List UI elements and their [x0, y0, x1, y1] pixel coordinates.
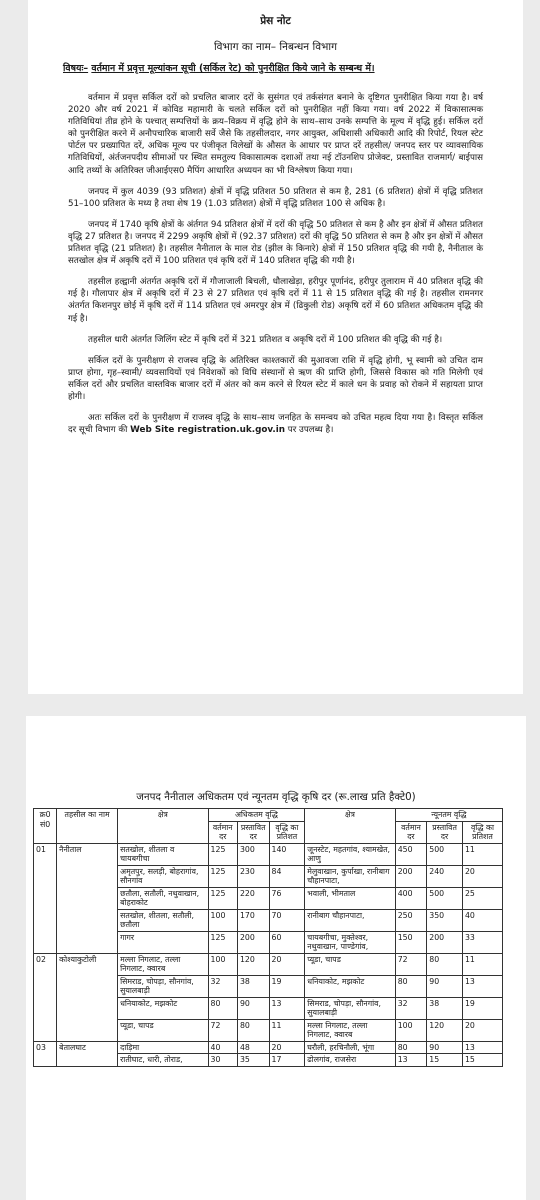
min-pct-cell: 20 [462, 1019, 502, 1041]
max-area-cell: सिमराड, चोपड़ा, सौनगांव, सुयालबाड़ी [118, 975, 208, 997]
max-prop-cell: 80 [237, 1019, 269, 1041]
max-cur-cell: 125 [208, 887, 237, 909]
paragraph: तहसील हल्द्वानी अंतर्गत अकृषि दरों में गौजाजाली बिचली, धौलाखेड़ा, हरीपुर पूर्णानंद, हरीपुर तुलाराम में 40 प्रतिशत वृद्धि की गई है। गौलापार क्षेत्र में अकृषि दरों में 23 से 27 प्रतिशत एवं कृषि दरों में 11 से 15 प्रतिशत वृद्धि की गई है। तहसील रामनगर अंतर्गत किशनपुर छोई में कृषि दरों में 114 प्रतिशत एवं अमरपुर क्षेत्र में (ढिकुली रोड) अकृषि दरों में 60 प्रतिशत अधिकतम वृद्धि की गई है। [68, 277, 483, 324]
max-area-cell: रातीघाट, धारी, तोराड, [118, 1054, 208, 1067]
min-area-cell: मल्ला निगलाट, तल्ला निगलाट, क्वारब [305, 1019, 395, 1041]
table-row [34, 843, 503, 865]
max-prop-cell: 220 [237, 887, 269, 909]
max-prop-cell: 35 [237, 1054, 269, 1067]
closing-text: अतः सर्किल दरों के पुनरीक्षण में राजस्व वृद्धि के साथ–साथ जनहित के समन्वय को उचित महत्व दिया गया है। विस्तृत सर्किल दर सूची विभाग की [68, 413, 483, 436]
max-cur-cell: 40 [208, 1041, 237, 1054]
min-cur-cell: 200 [395, 865, 427, 887]
min-prop-cell: 120 [427, 1019, 463, 1041]
min-cur-cell: 80 [395, 1041, 427, 1054]
min-pct-cell: 20 [462, 865, 502, 887]
tehsil-cell: नैनीताल [57, 843, 118, 953]
min-area-cell: सिमराड, चोपड़ा, सौनगांव, सुयालबाड़ी [305, 997, 395, 1019]
max-prop-cell: 170 [237, 909, 269, 931]
max-pct-cell: 60 [269, 931, 305, 953]
max-pct-cell: 13 [269, 997, 305, 1019]
col-min-current: वर्तमान दर [395, 821, 427, 843]
max-area-cell: प्यूडा, चापड [118, 1019, 208, 1041]
max-prop-cell: 200 [237, 931, 269, 953]
paragraph: जनपद में 1740 कृषि क्षेत्रों के अंर्तगत 94 प्रतिशत क्षेत्रों में दरों की वृद्धि 50 प्रतिशत से कम है और इन क्षेत्रों में औसत प्रतिशत वृद्धि 27 प्रतिशत है। जनपद में 2299 अकृषि क्षेत्रों में (92.37 प्रतिशत) दरों की वृद्धि 50 प्रतिशत से कम है और इन क्षेत्रों में औसत प्रतिशत वृद्धि (21 प्रतिशत) है। तहसील नैनीताल के माल रोड (झील के किनारे) क्षेत्रों में 150 प्रतिशत वृद्धि की गयी है, नैनीताल के सतखोल क्षेत्र में अकृषि दरों में 100 प्रतिशत एवं कृषि दरों में 140 प्रतिशत वृद्धि की गयी है। [68, 219, 483, 267]
min-cur-cell: 400 [395, 887, 427, 909]
tehsil-cell: कोश्याकुटोली [57, 953, 118, 1041]
min-cur-cell: 100 [395, 1019, 427, 1041]
min-cur-cell: 150 [395, 931, 427, 953]
min-pct-cell: 15 [462, 1054, 502, 1067]
max-area-cell: दाड़िमा [118, 1041, 208, 1054]
col-max-proposed: प्रस्तावित दर [237, 821, 269, 843]
max-pct-cell: 20 [269, 953, 305, 975]
max-pct-cell: 11 [269, 1019, 305, 1041]
min-prop-cell: 500 [427, 887, 463, 909]
department-line-wrap [28, 40, 523, 54]
max-area-cell: छतौला, सतौली, नथुवाखान, बोहराकोट [118, 887, 208, 909]
min-prop-cell: 90 [427, 1041, 463, 1054]
max-area-cell: सतखोल, शीतला, सतौली, छतौला [118, 909, 208, 931]
max-cur-cell: 125 [208, 843, 237, 865]
max-area-cell: मल्ला निगलाट, तल्ला निगलाट, क्वारब [118, 953, 208, 975]
max-pct-cell: 84 [269, 865, 305, 887]
paragraph: जनपद में कुल 4039 (93 प्रतिशत) क्षेत्रों में वृद्धि प्रतिशत 50 प्रतिशत से कम है, 281 (6 प्रतिशत) क्षेत्रों में वृद्धि प्रतिशत 51–100 प्रतिशत के मध्य है तथा शेष 19 (1.03 प्रतिशत) क्षेत्रों में वृद्धि प्रतिशत 100 से अधिक है। [68, 186, 483, 209]
min-area-cell: प्यूडा, चापड [305, 953, 395, 975]
max-cur-cell: 125 [208, 931, 237, 953]
min-cur-cell: 450 [395, 843, 427, 865]
min-cur-cell: 250 [395, 909, 427, 931]
max-cur-cell: 100 [208, 909, 237, 931]
min-prop-cell: 350 [427, 909, 463, 931]
min-area-cell: भवाली, भीमताल [305, 887, 395, 909]
min-pct-cell: 40 [462, 909, 502, 931]
col-area-min: क्षेत्र [305, 809, 395, 844]
website-link[interactable]: Web Site registration.uk.gov.in [130, 425, 286, 436]
min-cur-cell: 80 [395, 975, 427, 997]
max-cur-cell: 72 [208, 1019, 237, 1041]
max-pct-cell: 70 [269, 909, 305, 931]
min-prop-cell: 500 [427, 843, 463, 865]
subject-line [63, 62, 481, 76]
col-min-percent: वृद्धि का प्रतिशत [462, 821, 502, 843]
min-prop-cell: 38 [427, 997, 463, 1019]
table-row [34, 953, 503, 975]
min-pct-cell: 11 [462, 953, 502, 975]
max-prop-cell: 38 [237, 975, 269, 997]
serial-cell: 02 [34, 953, 57, 1041]
max-cur-cell: 30 [208, 1054, 237, 1067]
table-row [34, 1041, 503, 1054]
paragraph: वर्तमान में प्रवृत्त सर्किल दरों को प्रचलित बाजार दरों के सुसंगत एवं तर्कसंगत बनाने के दृष्टिगत पुनरीक्षित किया गया है। वर्ष 2020 और वर्ष 2021 में कोविड महामारी के चलते सर्किल दरों को पुनरीक्षित नहीं किया गया। वर्ष 2022 में विकासात्मक गतिविधियां तीव्र होने के पश्चात् सम्पत्तियों के क्रय–विक्रय में वृद्धि होने के साथ–साथ उनके सम्पत्ति के मूल्य में वृद्धि हुई। सर्किल दरों को पुनरीक्षित करने में अनौपचारिक बाजारी सर्वे जैसे कि तहसीलदार, नगर आयुक्त, अधिशासी अधिकारी आदि की रिपोर्ट, रियल स्टेट पोर्टल पर प्रख्यापित दरें, अधिक मूल्य पर पंजीकृत विलेखों के औसत के आधार पर प्राप्त दरें तहसील/ जनपद स्तर पर व्यावसायिक गतिविधियों, अंर्तजनपदीय सीमाओं पर स्थित समतुल्य विकासात्मक दशाओं तथा नई टॉउनशिप प्रोजेक्ट, प्रस्तावित राजमार्ग/ बाईपास आदि तथ्यों के अतिरिक्त जीआईएस0 मैपिंग आधारित अध्ययन का भी विश्लेषण किया गया। [68, 93, 483, 176]
min-area-cell: ढोलगांव, राजसेरा [305, 1054, 395, 1067]
min-area-cell: जूनस्टेट, महतगांव, श्यामखेत, आणु [305, 843, 395, 865]
min-prop-cell: 90 [427, 975, 463, 997]
min-area-cell: मेलुवाखान, कुर्पाखा, रानीबाग चौहानपाटा, [305, 865, 395, 887]
min-pct-cell: 19 [462, 997, 502, 1019]
col-max-current: वर्तमान दर [208, 821, 237, 843]
press-note-heading: प्रेस नोट [260, 15, 291, 27]
department-line: विभाग का नाम– निबन्धन विभाग [213, 41, 338, 53]
max-prop-cell: 48 [237, 1041, 269, 1054]
max-area-cell: अमृतपुर, सलड़ी, बोहरागांव, सौनगांव [118, 865, 208, 887]
min-pct-cell: 11 [462, 843, 502, 865]
max-prop-cell: 120 [237, 953, 269, 975]
rate-table [33, 808, 503, 1067]
max-pct-cell: 140 [269, 843, 305, 865]
max-prop-cell: 90 [237, 997, 269, 1019]
max-cur-cell: 80 [208, 997, 237, 1019]
min-prop-cell: 200 [427, 931, 463, 953]
rate-table-page [26, 716, 526, 1200]
max-cur-cell: 100 [208, 953, 237, 975]
min-pct-cell: 33 [462, 931, 502, 953]
min-area-cell: चायबगीचा, मुक्तेश्वर, नथुवाखान, पाण्डेगांव, [305, 931, 395, 953]
max-area-cell: धनियाकोट, मझकोट [118, 997, 208, 1019]
table-title: जनपद नैनीताल अधिकतम एवं न्यूनतम वृद्धि कृषि दर (रू.लाख प्रति हैक्टे0) [136, 791, 416, 803]
subject-text: वर्तमान में प्रवृत्त मूल्यांकन सूची (सर्किल रेट) को पुनरीक्षित किये जाने के सम्बन्ध में। [91, 63, 375, 74]
press-note-body [68, 92, 483, 445]
serial-cell: 03 [34, 1041, 57, 1066]
min-prop-cell: 80 [427, 953, 463, 975]
closing-end: पर उपलब्ध है। [285, 425, 334, 436]
serial-cell: 01 [34, 843, 57, 953]
paragraph: तहसील धारी अंतर्गत जिलिंग स्टेट में कृषि दरों में 321 प्रतिशत व अकृषि दरों में 100 प्रतिशत की वृद्धि की गई है। [88, 334, 443, 345]
max-pct-cell: 19 [269, 975, 305, 997]
closing-paragraph [68, 412, 483, 436]
max-cur-cell: 125 [208, 865, 237, 887]
min-area-cell: घरौली, हरचिनौली, भूंगा [305, 1041, 395, 1054]
col-min-proposed: प्रस्तावित दर [427, 821, 463, 843]
min-cur-cell: 72 [395, 953, 427, 975]
min-prop-cell: 240 [427, 865, 463, 887]
col-tehsil: तहसील का नाम [57, 809, 118, 844]
max-pct-cell: 17 [269, 1054, 305, 1067]
col-max-percent: वृद्धि का प्रतिशत [269, 821, 305, 843]
max-prop-cell: 230 [237, 865, 269, 887]
min-area-cell: रानीबाग चौहानपाटा, [305, 909, 395, 931]
max-pct-cell: 76 [269, 887, 305, 909]
table-body [34, 843, 503, 1066]
subject-label: विषयः– [63, 63, 89, 74]
min-cur-cell: 13 [395, 1054, 427, 1067]
min-pct-cell: 13 [462, 975, 502, 997]
min-prop-cell: 15 [427, 1054, 463, 1067]
col-min-group: न्यूनतम वृद्धि [395, 809, 502, 822]
max-area-cell: गागर [118, 931, 208, 953]
min-area-cell: धनियाकोट, मझकोट [305, 975, 395, 997]
col-serial: क्र0 सं0 [34, 809, 57, 844]
min-pct-cell: 25 [462, 887, 502, 909]
min-cur-cell: 32 [395, 997, 427, 1019]
max-cur-cell: 32 [208, 975, 237, 997]
max-area-cell: सतखोल, शीतला व चायबगीचा [118, 843, 208, 865]
max-prop-cell: 300 [237, 843, 269, 865]
tehsil-cell: बेतालघाट [57, 1041, 118, 1066]
max-pct-cell: 20 [269, 1041, 305, 1054]
min-pct-cell: 13 [462, 1041, 502, 1054]
col-max-group: अधिकतम वृद्धि [208, 809, 305, 822]
press-note-page [28, 0, 523, 694]
paragraph: सर्किल दरों के पुनरीक्षण से राजस्व वृद्धि के अतिरिक्त काश्तकारों की मुआवजा राशि में वृद्धि होगी, भू स्वामी को उचित दाम प्राप्त होगा, गृह–स्वामी/ व्यवसायियों एवं निवेशकों को विधि संस्थानों से ऋण की प्राप्ति होगी, जिससे विकास को गति मिलेगी एवं सर्किल दरों और प्रचलित वास्तविक बाजार दरों में अंतर को कम करने से रियल स्टेट में काले धन के प्रवाह को रोकने में सहायता प्राप्त होगी। [68, 355, 483, 402]
col-area-max: क्षेत्र [118, 809, 208, 844]
